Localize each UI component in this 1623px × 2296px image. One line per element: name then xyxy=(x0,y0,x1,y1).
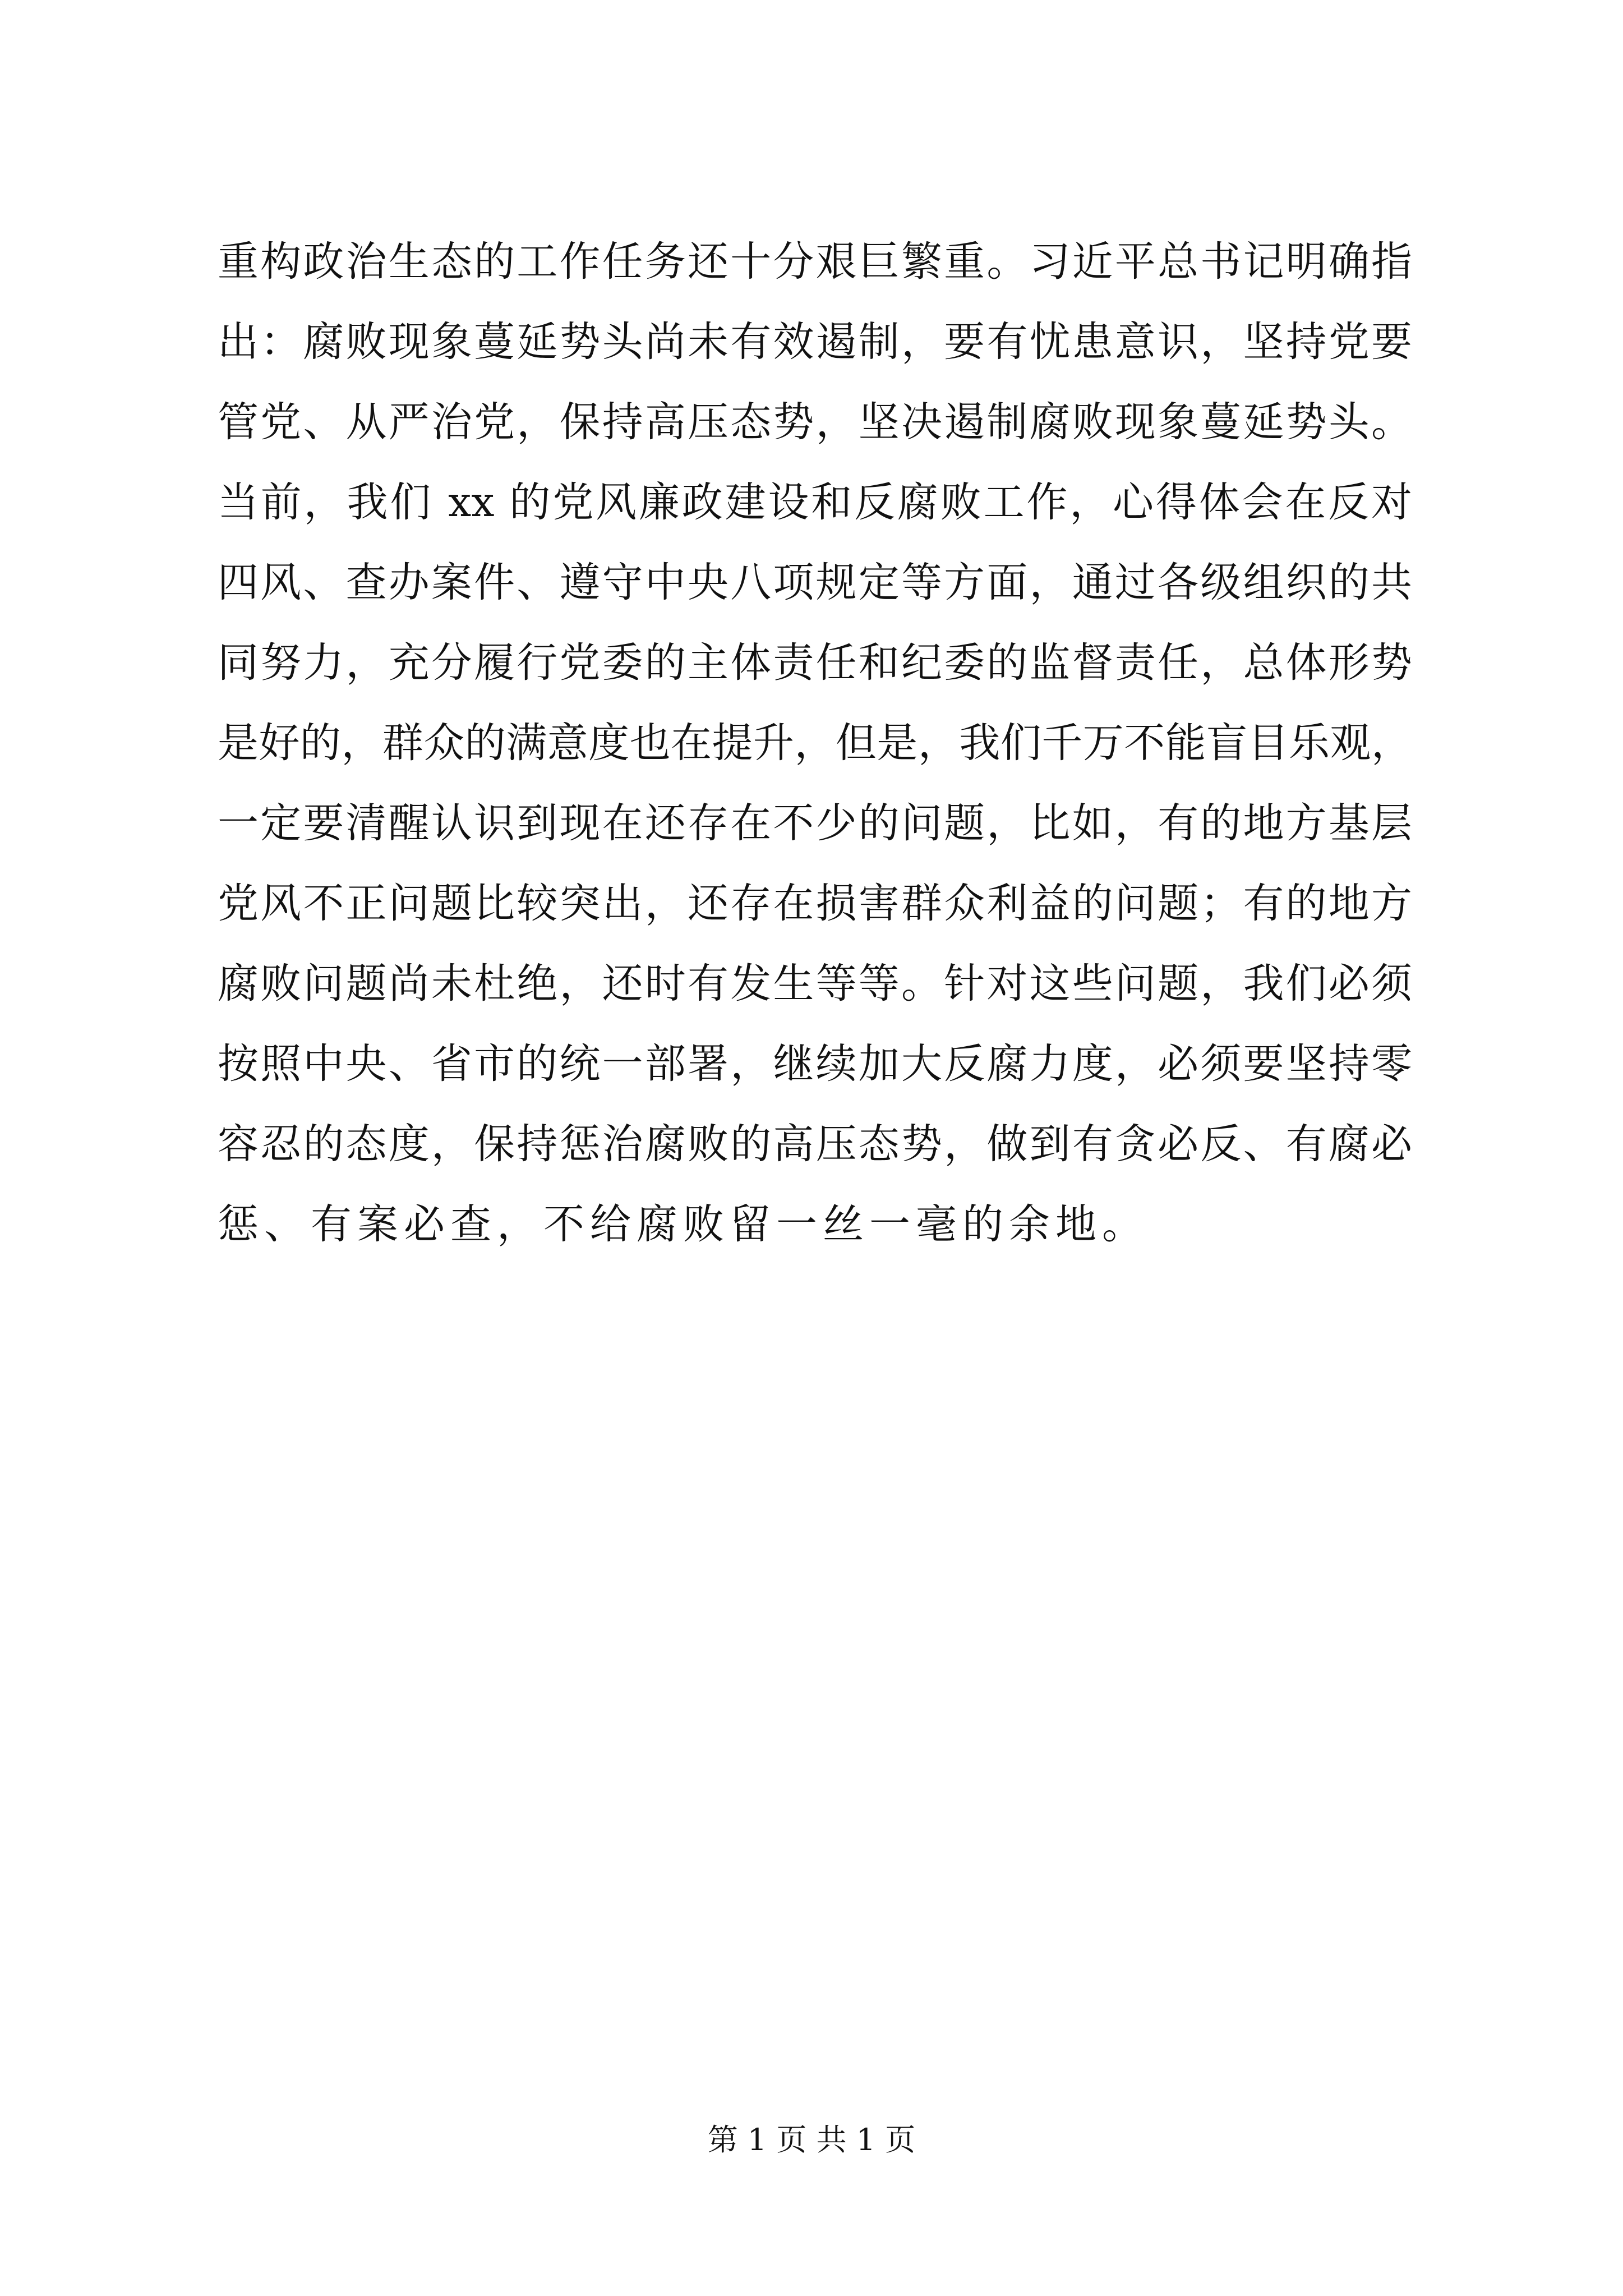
text-line: 党风不正问题比较突出，还存在损害群众利益的问题；有的地方 xyxy=(218,880,1412,927)
text-line: 出：腐败现象蔓延势头尚未有效遏制，要有忧患意识，坚持党要 xyxy=(218,318,1412,366)
text-line: 重构政治生态的工作任务还十分艰巨繁重。习近平总书记明确指 xyxy=(218,238,1412,286)
text-line: 同努力，充分履行党委的主体责任和纪委的监督责任，总体形势 xyxy=(218,639,1412,687)
text-line: 是好的，群众的满意度也在提升，但是，我们千万不能盲目乐观， xyxy=(218,719,1412,767)
text-line: 惩、有案必查，不给腐败留一丝一毫的余地。 xyxy=(218,1200,1149,1248)
text-line: 一定要清醒认识到现在还存在不少的问题，比如，有的地方基层 xyxy=(218,799,1412,847)
text-line: 当前，我们 xx 的党风廉政建设和反腐败工作，心得体会在反对 xyxy=(218,478,1412,526)
text-line: 容忍的态度，保持惩治腐败的高压态势，做到有贪必反、有腐必 xyxy=(218,1120,1412,1168)
text-line: 四风、查办案件、遵守中央八项规定等方面，通过各级组织的共 xyxy=(218,559,1412,606)
body-paragraph xyxy=(218,222,1412,1264)
text-line: 按照中央、省市的统一部署，继续加大反腐力度，必须要坚持零 xyxy=(218,1040,1412,1088)
text-line: 管党、从严治党，保持高压态势，坚决遏制腐败现象蔓延势头。 xyxy=(218,398,1412,446)
text-line: 腐败问题尚未杜绝，还时有发生等等。针对这些问题，我们必须 xyxy=(218,960,1412,1007)
page-footer: 第 1 页 共 1 页 xyxy=(707,2122,916,2157)
